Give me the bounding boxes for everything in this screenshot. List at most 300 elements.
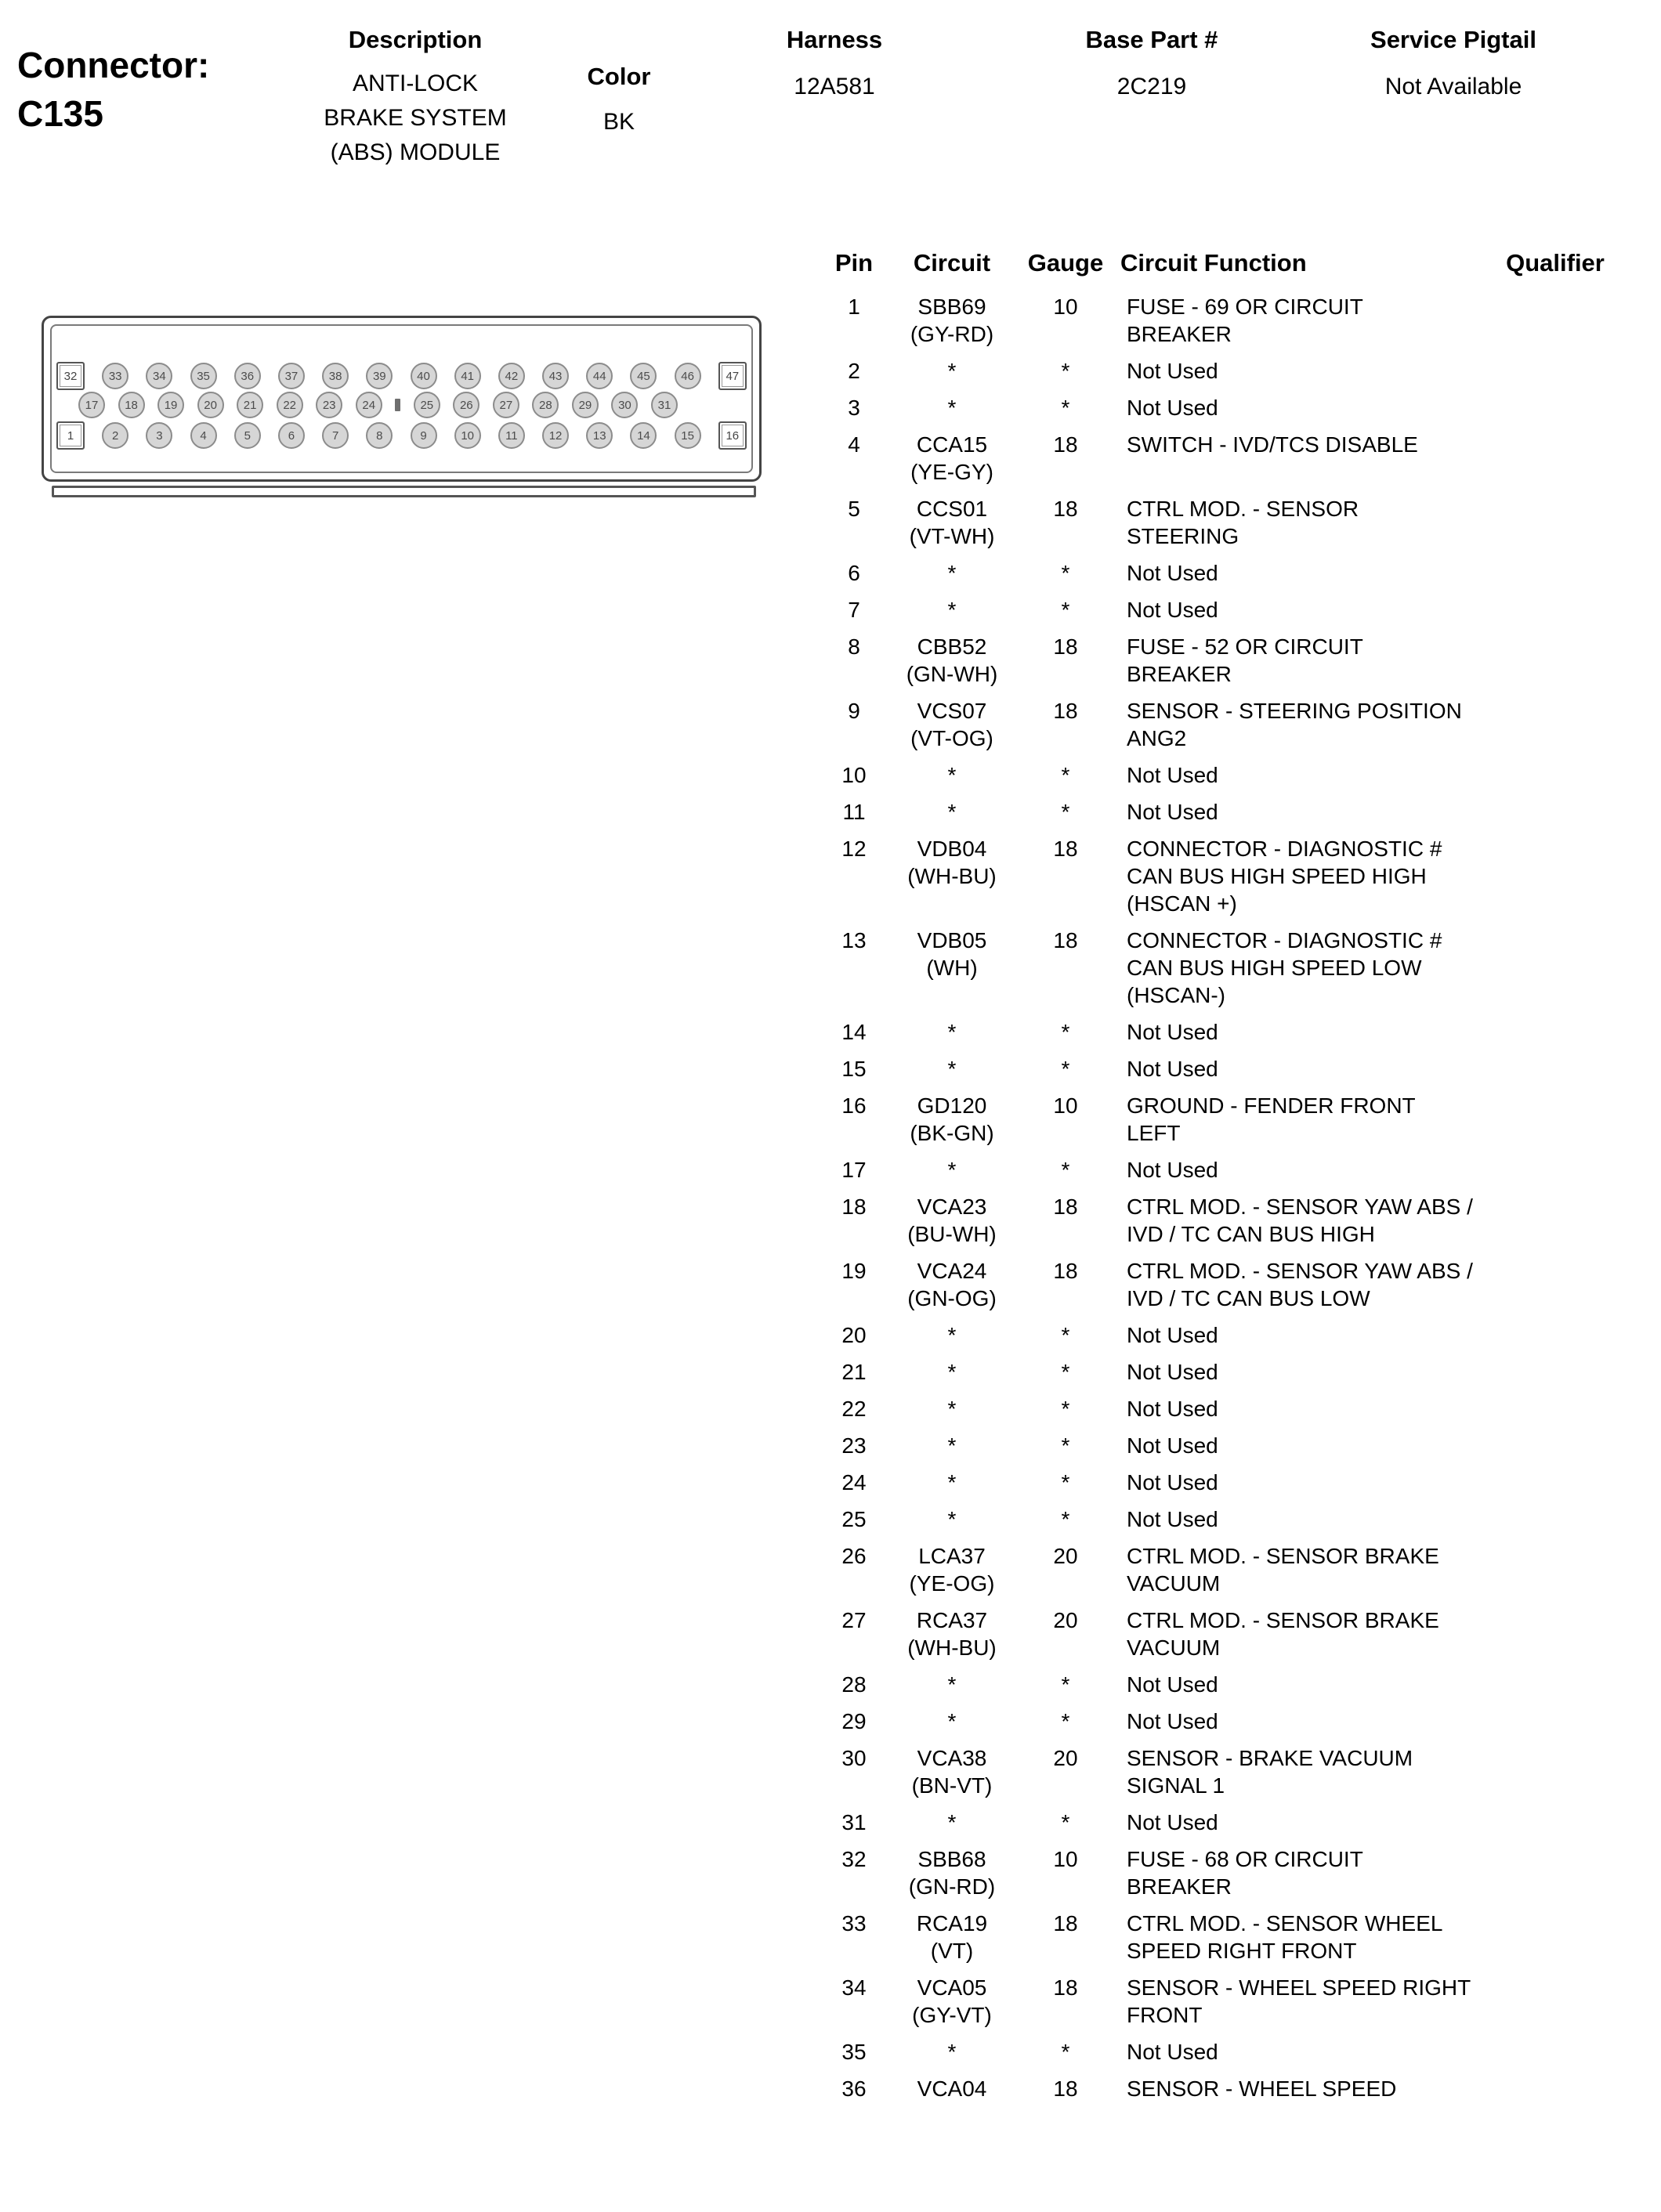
- cell-pin: 34: [841, 1975, 867, 2000]
- cell-gauge: *: [1061, 598, 1070, 622]
- cell-circuit: [893, 1708, 1011, 1744]
- description-group: [274, 26, 556, 170]
- cell-gauge: *: [1061, 1470, 1070, 1495]
- header-circuit-function: Circuit Function: [1120, 249, 1307, 276]
- harness-value: 12A581: [794, 74, 875, 99]
- description-line: ANTI-LOCK: [352, 70, 479, 96]
- circuit-color-code: (VT-OG): [910, 726, 993, 750]
- connector-pin: 41: [454, 363, 481, 389]
- cell-gauge: *: [1061, 1507, 1070, 1531]
- cell-gauge: *: [1061, 800, 1070, 824]
- cell-circuit-function: CTRL MOD. - SENSOR YAW ABS / IVD / TC CAN BUS HIGH: [1127, 1195, 1473, 1246]
- circuit-code: *: [947, 1323, 957, 1347]
- connector-pin: 24: [356, 392, 382, 418]
- circuit-code: *: [947, 1709, 957, 1733]
- connector-pin: 35: [190, 363, 217, 389]
- cell-gauge: 18: [1053, 1259, 1078, 1283]
- connector-pin: 6: [278, 422, 305, 449]
- connector-pin: 27: [493, 392, 519, 418]
- service-pigtail-label: Service Pigtail: [1370, 26, 1536, 53]
- circuit-code: CBB52: [917, 634, 987, 659]
- cell-circuit-function: Not Used: [1127, 1810, 1218, 1834]
- cell-qualifier: [1473, 1607, 1637, 1671]
- description-line: (ABS) MODULE: [330, 139, 501, 165]
- cell-qualifier: [1473, 1321, 1637, 1358]
- cell-circuit: [893, 1974, 1011, 2038]
- cell-gauge: 10: [1053, 1847, 1078, 1871]
- circuit-color-code: (VT): [930, 1939, 974, 1963]
- cell-circuit: [893, 559, 1011, 596]
- connector-pin: 17: [78, 392, 105, 418]
- circuit-code: VDB05: [917, 928, 987, 952]
- cell-circuit: [893, 431, 1011, 495]
- cell-circuit: [893, 761, 1011, 798]
- cell-circuit: [893, 1092, 1011, 1156]
- cell-pin: 21: [841, 1360, 867, 1384]
- circuit-code: *: [947, 1158, 957, 1182]
- connector-face-diagram: [42, 316, 762, 482]
- cell-circuit-function: Not Used: [1127, 1158, 1218, 1182]
- circuit-code: *: [947, 1020, 957, 1044]
- color-group: [556, 63, 682, 139]
- connector-pin: 34: [146, 363, 172, 389]
- cell-gauge: *: [1061, 396, 1070, 420]
- cell-pin: 35: [841, 2040, 867, 2064]
- cell-gauge: 18: [1053, 699, 1078, 723]
- circuit-code: VCA38: [917, 1746, 987, 1770]
- header-pin: Pin: [834, 249, 874, 276]
- circuit-color-code: (GN-OG): [907, 1286, 997, 1310]
- cell-pin: 25: [841, 1507, 867, 1531]
- connector-pin: 21: [237, 392, 263, 418]
- header-qualifier: Qualifier: [1506, 249, 1605, 276]
- connector-pin: 29: [572, 392, 599, 418]
- cell-pin: 9: [848, 699, 860, 723]
- cell-circuit-function: CTRL MOD. - SENSOR STEERING: [1127, 497, 1359, 548]
- cell-gauge: 18: [1053, 928, 1078, 952]
- cell-qualifier: [1473, 1671, 1637, 1708]
- table-row: [815, 1156, 1637, 1193]
- cell-circuit: [893, 1395, 1011, 1432]
- circuit-code: VCA24: [917, 1259, 987, 1283]
- cell-qualifier: [1473, 1018, 1637, 1055]
- connector-pin: 28: [532, 392, 559, 418]
- table-row: [815, 1193, 1637, 1257]
- cell-gauge: 18: [1053, 634, 1078, 659]
- connector-pin: 7: [322, 422, 349, 449]
- cell-gauge: *: [1061, 1810, 1070, 1834]
- circuit-color-code: (WH): [926, 956, 978, 980]
- circuit-code: VCA23: [917, 1195, 987, 1219]
- cell-pin: 7: [848, 598, 860, 622]
- cell-qualifier: [1473, 2075, 1637, 2112]
- circuit-code: VCA04: [917, 2076, 987, 2101]
- cell-gauge: *: [1061, 1020, 1070, 1044]
- circuit-code: GD120: [917, 1093, 987, 1118]
- table-row: [815, 394, 1637, 431]
- color-label: Color: [587, 63, 651, 90]
- cell-circuit: [893, 1671, 1011, 1708]
- cell-pin: 10: [841, 763, 867, 787]
- cell-circuit-function: CTRL MOD. - SENSOR BRAKE VACUUM: [1127, 1608, 1439, 1660]
- cell-qualifier: [1473, 1542, 1637, 1607]
- cell-circuit-function: FUSE - 69 OR CIRCUIT BREAKER: [1127, 295, 1363, 346]
- cell-gauge: *: [1061, 1433, 1070, 1458]
- cell-pin: 5: [848, 497, 860, 521]
- cell-circuit-function: Not Used: [1127, 763, 1218, 787]
- cell-circuit: [893, 1910, 1011, 1974]
- cell-qualifier: [1473, 1974, 1637, 2038]
- circuit-code: *: [947, 396, 957, 420]
- connector-pin: 22: [277, 392, 303, 418]
- circuit-code: *: [947, 1810, 957, 1834]
- cell-circuit: [893, 1432, 1011, 1469]
- circuit-color-code: (BN-VT): [911, 1773, 993, 1798]
- circuit-color-code: (BK-GN): [910, 1121, 994, 1145]
- circuit-color-code: (YE-GY): [910, 460, 993, 484]
- table-row: [815, 495, 1637, 559]
- table-row: [815, 357, 1637, 394]
- connector-pin: 42: [498, 363, 525, 389]
- cell-gauge: *: [1061, 1323, 1070, 1347]
- cell-gauge: 20: [1053, 1544, 1078, 1568]
- table-row: [815, 1018, 1637, 1055]
- cell-circuit-function: FUSE - 52 OR CIRCUIT BREAKER: [1127, 634, 1363, 686]
- cell-gauge: *: [1061, 1057, 1070, 1081]
- cell-pin: 6: [848, 561, 860, 585]
- connector-pin: 9: [411, 422, 437, 449]
- cell-qualifier: [1473, 633, 1637, 697]
- cell-circuit-function: Not Used: [1127, 800, 1218, 824]
- circuit-code: *: [947, 2040, 957, 2064]
- cell-circuit-function: Not Used: [1127, 1433, 1218, 1458]
- cell-circuit-function: SENSOR - WHEEL SPEED RIGHT FRONT: [1127, 1975, 1471, 2027]
- cell-pin: 36: [841, 2076, 867, 2101]
- harness-group: [729, 26, 940, 104]
- cell-circuit-function: FUSE - 68 OR CIRCUIT BREAKER: [1127, 1847, 1363, 1899]
- circuit-code: VCS07: [917, 699, 987, 723]
- table-row: [815, 596, 1637, 633]
- base-part-group: [1034, 26, 1269, 104]
- pin-table-body: [815, 293, 1637, 2112]
- cell-circuit-function: Not Used: [1127, 561, 1218, 585]
- connector-pin: 18: [118, 392, 145, 418]
- table-row: [815, 559, 1637, 596]
- circuit-code: *: [947, 1057, 957, 1081]
- cell-circuit: [893, 835, 1011, 927]
- table-row: [815, 1671, 1637, 1708]
- connector-pin: 5: [234, 422, 261, 449]
- circuit-code: *: [947, 1507, 957, 1531]
- cell-gauge: *: [1061, 561, 1070, 585]
- cell-pin: 4: [848, 432, 860, 457]
- connector-label: Connector:: [17, 45, 210, 85]
- connector-pin-row-bottom: [44, 421, 759, 450]
- connector-pin: 45: [630, 363, 657, 389]
- connector-title: [17, 41, 209, 138]
- circuit-code: *: [947, 1397, 957, 1421]
- circuit-color-code: (WH-BU): [907, 864, 997, 888]
- cell-pin: 28: [841, 1672, 867, 1697]
- cell-circuit-function: SWITCH - IVD/TCS DISABLE: [1127, 432, 1418, 457]
- circuit-color-code: (GN-RD): [908, 1874, 996, 1899]
- circuit-color-code: (BU-WH): [907, 1222, 997, 1246]
- table-row: [815, 1358, 1637, 1395]
- table-row: [815, 1432, 1637, 1469]
- cell-gauge: 20: [1053, 1746, 1078, 1770]
- connector-pin: 43: [542, 363, 569, 389]
- connector-pin-square: 32: [56, 362, 85, 390]
- color-value: BK: [603, 109, 635, 135]
- table-row: [815, 633, 1637, 697]
- cell-pin: 17: [841, 1158, 867, 1182]
- cell-gauge: *: [1061, 2040, 1070, 2064]
- cell-pin: 8: [848, 634, 860, 659]
- circuit-color-code: (GY-VT): [912, 2003, 992, 2027]
- cell-circuit: [893, 1809, 1011, 1845]
- cell-qualifier: [1473, 394, 1637, 431]
- cell-gauge: *: [1061, 1672, 1070, 1697]
- cell-circuit-function: Not Used: [1127, 1057, 1218, 1081]
- cell-circuit: [893, 1505, 1011, 1542]
- cell-circuit-function: CONNECTOR - DIAGNOSTIC # CAN BUS HIGH SPEED HIGH (HSCAN +): [1127, 837, 1442, 916]
- connector-pin-square: 16: [718, 421, 747, 450]
- cell-gauge: 20: [1053, 1608, 1078, 1632]
- cell-qualifier: [1473, 495, 1637, 559]
- circuit-code: RCA19: [916, 1911, 988, 1936]
- table-row: [815, 1542, 1637, 1607]
- cell-circuit: [893, 1018, 1011, 1055]
- connector-pin: 31: [651, 392, 678, 418]
- cell-pin: 33: [841, 1911, 867, 1936]
- circuit-code: *: [947, 1433, 957, 1458]
- cell-circuit: [893, 2075, 1011, 2112]
- circuit-color-code: (VT-WH): [909, 524, 995, 548]
- circuit-code: SBB69: [917, 295, 986, 319]
- cell-circuit-function: Not Used: [1127, 1360, 1218, 1384]
- cell-gauge: 18: [1053, 497, 1078, 521]
- circuit-color-code: (GN-WH): [906, 662, 998, 686]
- cell-qualifier: [1473, 1809, 1637, 1845]
- cell-pin: 26: [841, 1544, 867, 1568]
- cell-circuit-function: CTRL MOD. - SENSOR WHEEL SPEED RIGHT FRONT: [1127, 1911, 1442, 1963]
- description-line: BRAKE SYSTEM: [324, 105, 507, 131]
- circuit-code: VCA05: [917, 1975, 987, 2000]
- cell-circuit-function: Not Used: [1127, 1020, 1218, 1044]
- cell-pin: 11: [842, 800, 866, 824]
- service-pigtail-value: Not Available: [1384, 74, 1522, 99]
- cell-gauge: *: [1061, 1158, 1070, 1182]
- table-row: [815, 1974, 1637, 2038]
- connector-pin-square: 47: [718, 362, 747, 390]
- cell-gauge: *: [1061, 763, 1070, 787]
- connector-pin: 19: [157, 392, 184, 418]
- cell-pin: 14: [841, 1020, 867, 1044]
- cell-gauge: 10: [1053, 1093, 1078, 1118]
- cell-qualifier: [1473, 431, 1637, 495]
- connector-pin: 8: [366, 422, 393, 449]
- table-row: [815, 1257, 1637, 1321]
- circuit-color-code: (GY-RD): [910, 322, 994, 346]
- cell-circuit: [893, 633, 1011, 697]
- circuit-code: *: [947, 359, 957, 383]
- table-row: [815, 1607, 1637, 1671]
- connector-pin-row-middle: [44, 392, 759, 418]
- table-row: [815, 798, 1637, 835]
- connector-pin: 23: [316, 392, 342, 418]
- header-circuit: Circuit: [913, 249, 991, 276]
- cell-circuit-function: SENSOR - STEERING POSITION ANG2: [1127, 699, 1462, 750]
- cell-circuit-function: GROUND - FENDER FRONT LEFT: [1127, 1093, 1416, 1145]
- circuit-code: *: [947, 598, 957, 622]
- harness-label: Harness: [786, 26, 883, 53]
- connector-pin: 11: [498, 422, 525, 449]
- base-part-value: 2C219: [1116, 74, 1187, 99]
- connector-pin: 12: [542, 422, 569, 449]
- cell-circuit: [893, 2038, 1011, 2075]
- connector-pin: 14: [630, 422, 657, 449]
- cell-circuit-function: CONNECTOR - DIAGNOSTIC # CAN BUS HIGH SPEED LOW (HSCAN-): [1127, 928, 1442, 1007]
- table-row: [815, 1845, 1637, 1910]
- table-row: [815, 1092, 1637, 1156]
- cell-pin: 27: [841, 1608, 867, 1632]
- cell-qualifier: [1473, 1257, 1637, 1321]
- cell-gauge: *: [1061, 1397, 1070, 1421]
- description-value: [274, 67, 556, 170]
- cell-qualifier: [1473, 1055, 1637, 1092]
- cell-qualifier: [1473, 559, 1637, 596]
- cell-circuit: [893, 1845, 1011, 1910]
- cell-qualifier: [1473, 596, 1637, 633]
- cell-qualifier: [1473, 357, 1637, 394]
- cell-pin: 22: [841, 1397, 867, 1421]
- table-row: [815, 697, 1637, 761]
- cell-qualifier: [1473, 798, 1637, 835]
- cell-qualifier: [1473, 1395, 1637, 1432]
- cell-circuit: [893, 1156, 1011, 1193]
- cell-qualifier: [1473, 927, 1637, 1018]
- cell-gauge: *: [1061, 359, 1070, 383]
- cell-gauge: 18: [1053, 432, 1078, 457]
- table-row: [815, 1910, 1637, 1974]
- circuit-code: SBB68: [917, 1847, 986, 1871]
- cell-circuit-function: SENSOR - BRAKE VACUUM SIGNAL 1: [1127, 1746, 1413, 1798]
- cell-circuit: [893, 1469, 1011, 1505]
- cell-circuit-function: Not Used: [1127, 1507, 1218, 1531]
- cell-circuit: [893, 1607, 1011, 1671]
- connector-pin: 40: [411, 363, 437, 389]
- table-row: [815, 2075, 1637, 2112]
- cell-pin: 2: [848, 359, 860, 383]
- cell-qualifier: [1473, 293, 1637, 357]
- cell-pin: 29: [841, 1709, 867, 1733]
- cell-circuit: [893, 394, 1011, 431]
- cell-circuit-function: Not Used: [1127, 1397, 1218, 1421]
- circuit-code: *: [947, 763, 957, 787]
- cell-qualifier: [1473, 1845, 1637, 1910]
- cell-qualifier: [1473, 1505, 1637, 1542]
- cell-pin: 24: [841, 1470, 867, 1495]
- table-row: [815, 431, 1637, 495]
- cell-circuit-function: Not Used: [1127, 598, 1218, 622]
- connector-pin: 38: [322, 363, 349, 389]
- table-row: [815, 1809, 1637, 1845]
- cell-circuit: [893, 1257, 1011, 1321]
- connector-pin: 44: [586, 363, 613, 389]
- cell-gauge: 18: [1053, 837, 1078, 861]
- circuit-code: RCA37: [916, 1608, 988, 1632]
- cell-circuit: [893, 927, 1011, 1018]
- connector-pin: 30: [611, 392, 638, 418]
- circuit-code: VDB04: [917, 837, 987, 861]
- table-row: [815, 1505, 1637, 1542]
- cell-qualifier: [1473, 1358, 1637, 1395]
- connector-pin: 46: [675, 363, 701, 389]
- connector-pin: 37: [278, 363, 305, 389]
- base-part-label: Base Part #: [1085, 26, 1218, 53]
- table-row: [815, 293, 1637, 357]
- cell-qualifier: [1473, 1156, 1637, 1193]
- cell-circuit: [893, 357, 1011, 394]
- description-label: Description: [348, 26, 483, 53]
- table-row: [815, 1469, 1637, 1505]
- service-pigtail-group: [1324, 26, 1583, 104]
- table-row: [815, 835, 1637, 927]
- circuit-code: CCS01: [916, 497, 988, 521]
- cell-pin: 16: [841, 1093, 867, 1118]
- cell-circuit: [893, 1193, 1011, 1257]
- circuit-code: *: [947, 1360, 957, 1384]
- connector-mounting-flange: [52, 486, 756, 497]
- cell-pin: 20: [841, 1323, 867, 1347]
- connector-key-mark: [395, 399, 400, 411]
- cell-pin: 15: [841, 1057, 867, 1081]
- cell-qualifier: [1473, 761, 1637, 798]
- cell-circuit-function: Not Used: [1127, 2040, 1218, 2064]
- connector-pin: 4: [190, 422, 217, 449]
- cell-qualifier: [1473, 1708, 1637, 1744]
- cell-circuit-function: CTRL MOD. - SENSOR BRAKE VACUUM: [1127, 1544, 1439, 1596]
- pin-table: [815, 249, 1645, 2112]
- circuit-color-code: (YE-OG): [909, 1571, 995, 1596]
- cell-qualifier: [1473, 1193, 1637, 1257]
- table-row: [815, 2038, 1637, 2075]
- cell-qualifier: [1473, 835, 1637, 927]
- cell-gauge: 10: [1053, 295, 1078, 319]
- cell-circuit: [893, 1321, 1011, 1358]
- connector-id: C135: [17, 93, 103, 134]
- circuit-code: LCA37: [918, 1544, 986, 1568]
- cell-qualifier: [1473, 1910, 1637, 1974]
- table-header-row: [815, 249, 1637, 293]
- cell-circuit: [893, 798, 1011, 835]
- circuit-code: CCA15: [916, 432, 988, 457]
- cell-gauge: 18: [1053, 1911, 1078, 1936]
- circuit-code: *: [947, 1470, 957, 1495]
- cell-circuit-function: Not Used: [1127, 1323, 1218, 1347]
- cell-circuit-function: Not Used: [1127, 359, 1218, 383]
- cell-circuit: [893, 495, 1011, 559]
- cell-pin: 18: [841, 1195, 867, 1219]
- cell-gauge: *: [1061, 1709, 1070, 1733]
- cell-pin: 32: [841, 1847, 867, 1871]
- cell-gauge: 18: [1053, 1195, 1078, 1219]
- circuit-code: *: [947, 800, 957, 824]
- cell-circuit: [893, 697, 1011, 761]
- connector-pin: 15: [675, 422, 701, 449]
- cell-pin: 1: [848, 295, 860, 319]
- cell-pin: 30: [841, 1746, 867, 1770]
